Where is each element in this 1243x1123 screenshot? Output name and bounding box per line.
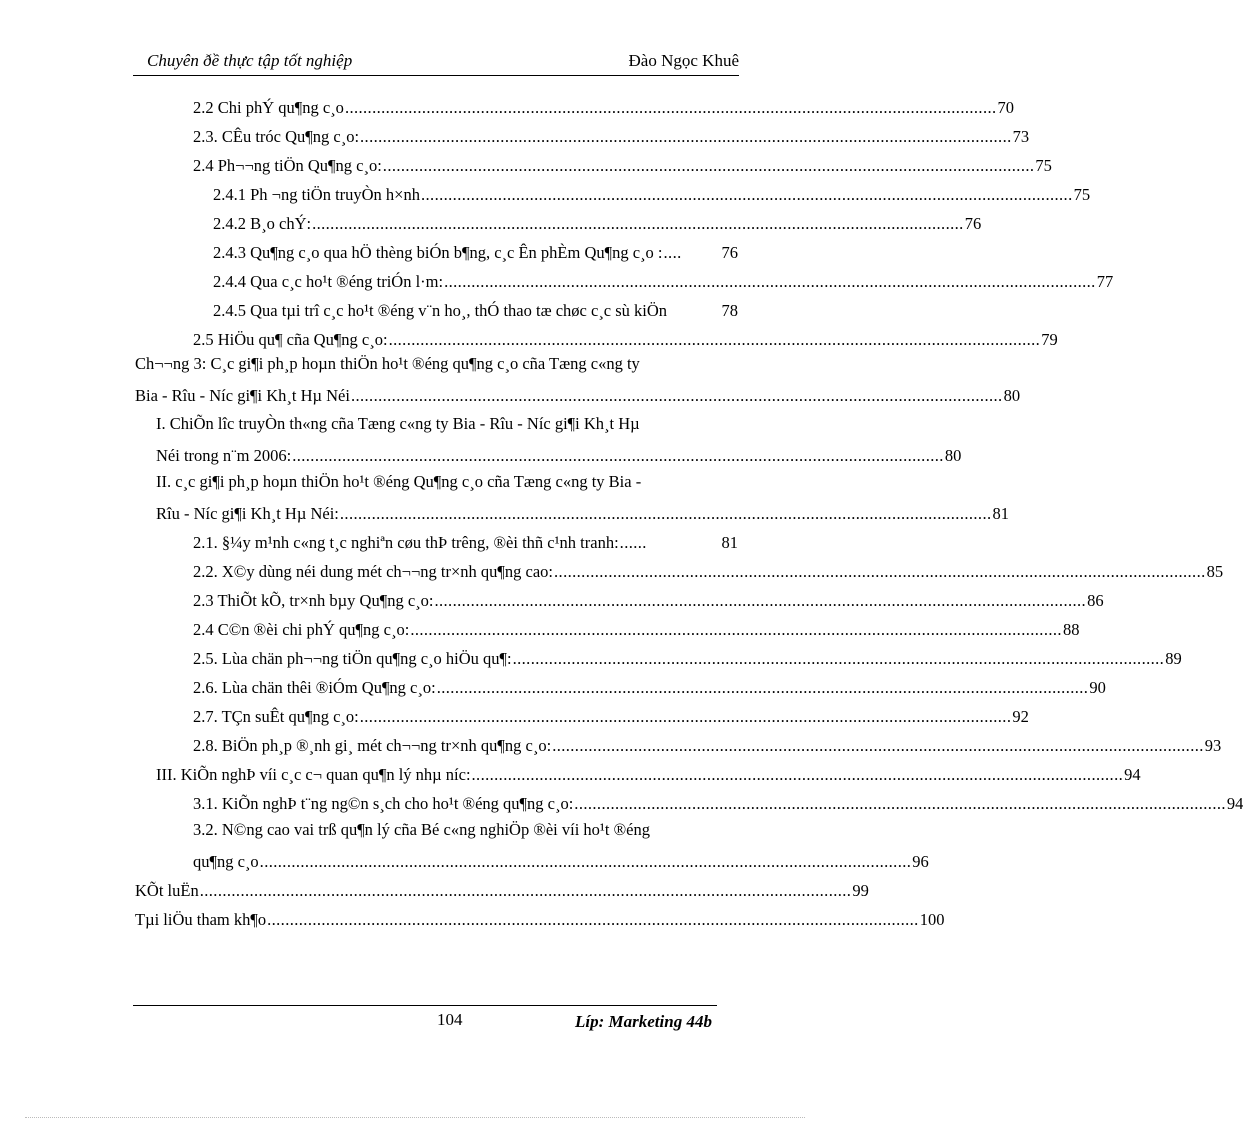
toc-leader: ................................................................................................................................................: [554, 562, 1206, 581]
toc-entry-text: 2.4 C©n ®èi chi phÝ qu¶ng c¸o:: [193, 620, 410, 639]
page-header: [133, 47, 739, 76]
toc-leader: ................................................................................................................................................: [434, 591, 1087, 610]
toc-page-number: 80: [1003, 386, 1021, 405]
toc-page-number: 85: [1206, 562, 1224, 581]
toc-page-number: 94: [1124, 765, 1141, 784]
toc-entry-text: 2.3 ThiÕt kÕ, tr×nh bµy Qu¶ng c¸o:: [193, 591, 434, 610]
toc-entry: [135, 904, 945, 930]
toc-entry-text: Bia - Rîu - Níc gi¶i Kh¸t Hµ Néi: [135, 386, 350, 405]
toc-leader: ....: [663, 243, 682, 262]
toc-entry-text: 2.3. CÊu tróc Qu¶ng c¸o:: [193, 127, 360, 146]
toc-entry: [156, 498, 1009, 524]
toc-leader: ................................................................................................................................................: [350, 386, 1003, 405]
toc-page-number: 89: [1165, 649, 1182, 668]
toc-page-number: 76: [964, 214, 982, 233]
toc-entry: [135, 380, 1021, 406]
toc-page-number: 81: [992, 504, 1009, 523]
toc-page-number: 88: [1062, 620, 1080, 639]
toc-entry-text: 2.8. BiÖn ph¸p ®¸nh gi¸ mét ch¬¬ng tr×nh qu¶ng c¸o:: [193, 736, 552, 755]
toc-page-number: 75: [1073, 185, 1091, 204]
toc-page-number: 92: [1012, 707, 1029, 726]
toc-entry-text: 2.4 Ph¬¬ng tiÖn Qu¶ng c¸o:: [193, 156, 382, 175]
toc-entry-text: 2.4.5 Qua tµi trî c¸c ho¹t ®éng v¨n ho¸, thÓ thao tæ chøc c¸c sù kiÖn: [213, 301, 668, 320]
toc-entry-text: 2.5 HiÖu qu¶ cña Qu¶ng c¸o:: [193, 330, 388, 349]
toc-entry: [156, 440, 962, 466]
toc-entry-text: 2.1. §¼y m¹nh c«ng t¸c nghiªn cøu thÞ trêng, ®èi thñ c¹nh tranh:: [193, 533, 619, 552]
toc-entry-text: III. KiÕn nghÞ víi c¸c c¬ quan qu¶n lý nhµ níc:: [156, 765, 471, 784]
toc-leader: ................................................................................................................................................: [574, 794, 1226, 813]
footer-page-number: 104: [437, 1010, 463, 1029]
toc-page-number: 77: [1096, 272, 1114, 291]
toc-entry: [213, 266, 1114, 292]
toc-entry: [193, 730, 1222, 756]
item-line: 3.2. N©ng cao vai trß qu¶n lý cña Bé c«ng nghiÖp ®èi víi ho¹t ®éng: [193, 820, 650, 839]
toc-entry: [193, 614, 1080, 640]
toc-entry: [193, 672, 1106, 698]
toc-entry-text: Tµi liÖu tham kh¶o: [135, 910, 267, 929]
toc-entry-text: 2.6. Lùa chän thêi ®iÓm Qu¶ng c¸o:: [193, 678, 436, 697]
toc-entry: [193, 150, 1052, 176]
toc-leader: ................................................................................................................................................: [339, 504, 992, 523]
section-heading-line: I. ChiÕn lîc truyÒn th«ng cña Tæng c«ng ty Bia - Rîu - Níc gi¶i Kh¸t Hµ: [156, 414, 640, 433]
toc-page-number: 81: [721, 533, 738, 552]
toc-entry: [193, 324, 1058, 350]
toc-entry-text: KÕt luËn: [135, 881, 199, 900]
toc-entry: [135, 875, 869, 901]
toc-entry: [193, 788, 1243, 814]
toc-entry: [193, 527, 738, 553]
toc-entry: [213, 295, 738, 321]
toc-page-number: 76: [721, 243, 738, 262]
toc-page-number: 78: [721, 301, 738, 320]
toc-leader: ................................................................................................................................................: [259, 852, 912, 871]
chapter-heading-line: Ch¬¬ng 3: C¸c gi¶i ph¸p hoµn thiÖn ho¹t ®éng qu¶ng c¸o cña Tæng c«ng ty: [135, 354, 640, 373]
toc-leader: ................................................................................................................................................: [552, 736, 1204, 755]
header-author: Ðào Ngọc Khuê: [628, 51, 739, 70]
toc-leader: ................................................................................................................................................: [199, 881, 852, 900]
toc-page-number: 73: [1012, 127, 1030, 146]
toc-entry: [193, 92, 1015, 118]
toc-page-number: 75: [1035, 156, 1052, 175]
toc-entry-text: 2.4.2 B¸o chÝ:: [213, 214, 312, 233]
toc-page-number: 94: [1226, 794, 1243, 813]
toc-page-number: 86: [1087, 591, 1104, 610]
toc-entry: [213, 208, 982, 234]
toc-leader: ................................................................................................................................................: [410, 620, 1062, 639]
toc-entry: [193, 643, 1182, 669]
toc-entry-text: 2.4.4 Qua c¸c ho¹t ®éng triÓn l·m:: [213, 272, 444, 291]
header-title: Chuyên ðề thực tập tốt nghiệp: [147, 51, 353, 70]
toc-leader: ................................................................................................................................................: [312, 214, 964, 233]
page-bottom-edge: [25, 1117, 805, 1118]
toc-leader: ................................................................................................................................................: [382, 156, 1035, 175]
toc-page-number: 79: [1041, 330, 1058, 349]
footer-class-label: Líp: Marketing 44b: [575, 1012, 712, 1031]
toc-leader: ................................................................................................................................................: [388, 330, 1041, 349]
toc-leader: ................................................................................................................................................: [292, 446, 944, 465]
toc-entry-text: Rîu - Níc gi¶i Kh¸t Hµ Néi:: [156, 504, 339, 523]
toc-page-number: 80: [944, 446, 962, 465]
toc-page-number: 90: [1089, 678, 1106, 697]
toc-entry-text: 2.4.3 Qu¶ng c¸o qua hÖ thèng biÓn b¶ng, c¸c Ên phÈm Qu¶ng c¸o :: [213, 243, 663, 262]
section-heading-line: II. c¸c gi¶i ph¸p hoµn thiÖn ho¹t ®éng Qu¶ng c¸o cña Tæng c«ng ty Bia -: [156, 472, 642, 491]
toc-leader: ......: [619, 533, 647, 552]
footer-divider: [133, 1005, 717, 1006]
toc-entry-text: 2.4.1 Ph ¬ng tiÖn truyÒn h×nh: [213, 185, 420, 204]
toc-leader: ................................................................................................................................................: [444, 272, 1096, 291]
toc-entry: [213, 237, 738, 263]
toc-entry: [193, 846, 929, 872]
toc-leader: ................................................................................................................................................: [267, 910, 919, 929]
toc-entry: [193, 121, 1030, 147]
toc-page-number: 70: [997, 98, 1015, 117]
toc-entry-text: 2.7. TÇn suÊt qu¶ng c¸o:: [193, 707, 359, 726]
toc-leader: ................................................................................................................................................: [512, 649, 1165, 668]
toc-leader: ................................................................................................................................................: [471, 765, 1124, 784]
toc-entry: [193, 556, 1224, 582]
toc-entry-text: qu¶ng c¸o: [193, 852, 259, 871]
toc-leader: ................................................................................................................................................: [421, 185, 1073, 204]
toc-entry-text: 2.2 Chi phÝ qu¶ng c¸o: [193, 98, 344, 117]
toc-entry-text: Néi trong n¨m 2006:: [156, 446, 292, 465]
toc-leader: ................................................................................................................................................: [359, 707, 1012, 726]
toc-entry: [193, 701, 1029, 727]
toc-entry-text: 3.1. KiÕn nghÞ t¨ng ng©n s¸ch cho ho¹t ®éng qu¶ng c¸o:: [193, 794, 574, 813]
toc-page-number: 99: [852, 881, 869, 900]
toc-leader: ................................................................................................................................................: [344, 98, 997, 117]
toc-page-number: 93: [1204, 736, 1222, 755]
toc-leader: ................................................................................................................................................: [360, 127, 1012, 146]
toc-entry-text: 2.2. X©y dùng néi dung mét ch¬¬ng tr×nh qu¶ng cao:: [193, 562, 554, 581]
toc-entry: [156, 759, 1141, 785]
toc-leader: ................................................................................................................................................: [436, 678, 1089, 697]
toc-entry: [193, 585, 1104, 611]
toc-entry: [213, 179, 1091, 205]
toc-page-number: 96: [912, 852, 929, 871]
toc-page-number: 100: [919, 910, 945, 929]
toc-entry-text: 2.5. Lùa chän ph¬¬ng tiÖn qu¶ng c¸o hiÖu qu¶:: [193, 649, 512, 668]
